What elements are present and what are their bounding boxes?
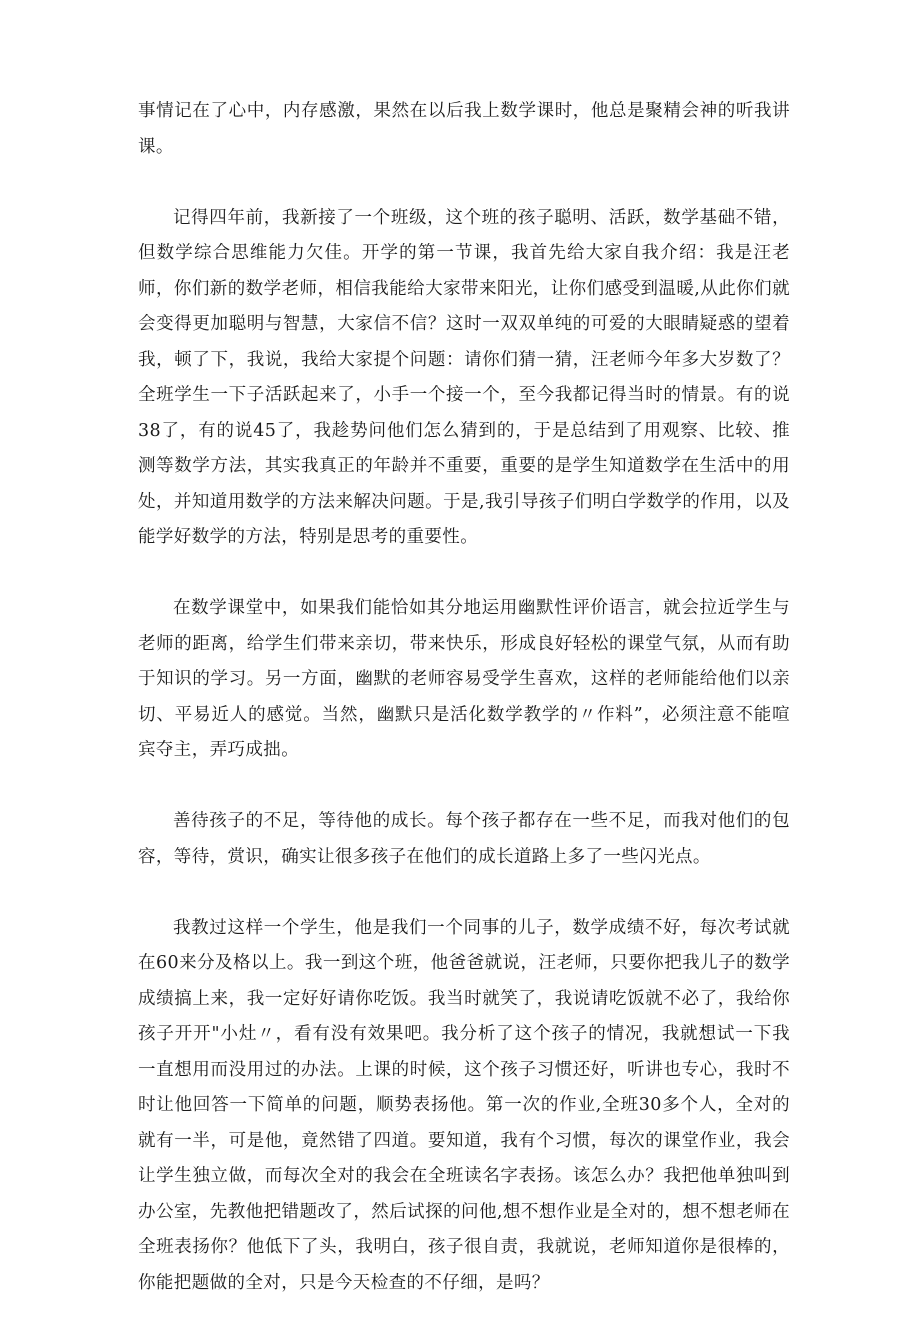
paragraph-first-class: 记得四年前，我新接了一个班级，这个班的孩子聪明、活跃，数学基础不错，但数学综合思维能力欠佳。开学的第一节课，我首先给大家自我介绍：我是汪老师，你们新的数学老师，相信我能给大家带来阳光，让你们感受到温暖,从此你们就会变得更加聪明与智慧，大家信不信？这时一双双单纯的可爱的大眼睛疑惑的望着我，顿了下，我说，我给大家提个问题：请你们猜一猜，汪老师今年多大岁数了？全班学生一下子活跃起来了，小手一个接一个，至今我都记得当时的情景。有的说38了，有的说45了，我趁势问他们怎么猜到的，于是总结到了用观察、比较、推测等数学方法，其实我真正的年龄并不重要，重要的是学生知道数学在生活中的用处，并知道用数学的方法来解决问题。于是,我引导孩子们明白学数学的作用，以及能学好数学的方法，特别是思考的重要性。 <box>138 207 790 547</box>
paragraph-humor: 在数学课堂中，如果我们能恰如其分地运用幽默性评价语言，就会拉近学生与老师的距离，给学生们带来亲切，带来快乐，形成良好轻松的课堂气氛，从而有助于知识的学习。另一方面，幽默的老师容易受学生喜欢，这样的老师能给他们以亲切、平易近人的感觉。当然，幽默只是活化数学教学的〃作料”，必须注意不能喧宾夺主，弄巧成拙。 <box>138 598 790 760</box>
document-body <box>138 94 790 1337</box>
paragraph-patience: 善待孩子的不足，等待他的成长。每个孩子都存在一些不足，而我对他们的包容，等待，赏识，确实让很多孩子在他们的成长道路上多了一些闪光点。 <box>138 811 790 867</box>
paragraph-continuation: 事情记在了心中，内存感激，果然在以后我上数学课时，他总是聚精会神的听我讲课。 <box>138 101 790 157</box>
paragraph-student-story: 我教过这样一个学生，他是我们一个同事的儿子，数学成绩不好，每次考试就在60来分及格以上。我一到这个班，他爸爸就说，汪老师，只要你把我儿子的数学成绩搞上来，我一定好好请你吃饭。我当时就笑了，我说请吃饭就不必了，我给你孩子开开"小灶〃，看有没有效果吧。我分析了这个孩子的情况，我就想试一下我一直想用而没用过的办法。上课的时候，这个孩子习惯还好，听讲也专心，我时不时让他回答一下简单的问题，顺势表扬他。第一次的作业,全班30多个人，全对的就有一半，可是他，竟然错了四道。要知道，我有个习惯，每次的课堂作业，我会让学生独立做，而每次全对的我会在全班读名字表扬。该怎么办？我把他单独叫到办公室，先教他把错题改了，然后试探的问他,想不想作业是全对的，想不想老师在全班表扬你？他低下了头，我明白，孩子很自责，我就说，老师知道你是很棒的，你能把题做的全对，只是今天检查的不仔细，是吗？ <box>138 917 790 1293</box>
